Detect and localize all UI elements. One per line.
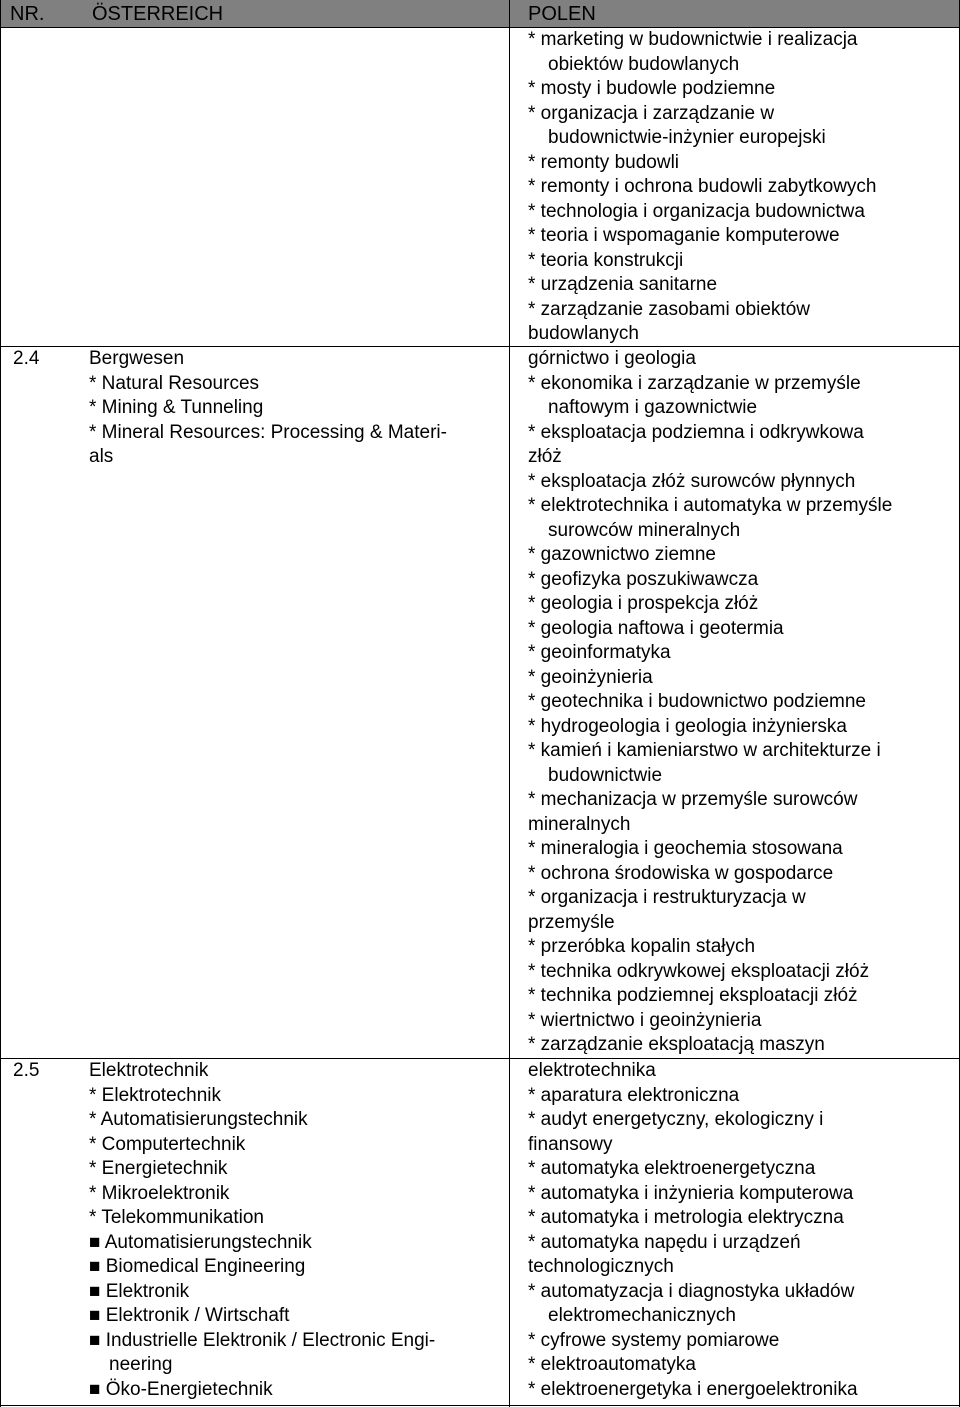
- poland-line: * mechanizacja w przemyśle surowców: [528, 789, 858, 810]
- poland-line: * eksploatacja podziemna i odkrywkowa: [528, 421, 864, 443]
- table-border-bottom: [0, 1405, 960, 1406]
- austria-line: neering: [109, 1354, 173, 1375]
- poland-line: górnictwo i geologia: [528, 348, 696, 369]
- austria-line: ■ Automatisierungstechnik: [89, 1231, 312, 1253]
- poland-line: * wiertnictwo i geoinżynieria: [528, 1009, 762, 1031]
- poland-line: przemyśle: [528, 911, 615, 933]
- poland-line: * gazownictwo ziemne: [528, 544, 716, 565]
- poland-line: * technika odkrywkowej eksploatacji złóż: [528, 960, 870, 982]
- austria-line: Elektrotechnik: [89, 1060, 209, 1081]
- header-nr: NR.: [10, 3, 45, 25]
- poland-line: * zarządzanie eksploatacją maszyn: [528, 1034, 825, 1055]
- poland-line: naftowym i gazownictwie: [548, 397, 758, 418]
- poland-line: * przeróbka kopalin stałych: [528, 936, 756, 957]
- poland-line: * automatyka napędu i urządzeń: [528, 1231, 801, 1253]
- poland-line: * mosty i budowle podziemne: [528, 78, 776, 99]
- poland-line: * geotechnika i budownictwo podziemne: [528, 691, 866, 712]
- poland-line: złóż: [528, 446, 562, 467]
- poland-line: * teoria i wspomaganie komputerowe: [528, 225, 840, 246]
- table-border-left: [0, 0, 1, 1407]
- poland-line: * audyt energetyczny, ekologiczny i: [528, 1109, 824, 1130]
- austria-line: * Energietechnik: [89, 1158, 228, 1179]
- header-austria: ÖSTERREICH: [92, 3, 224, 25]
- table-header: [0, 0, 960, 27]
- austria-line: * Telekommunikation: [89, 1207, 264, 1228]
- austria-line: ■ Elektronik / Wirtschaft: [89, 1305, 290, 1326]
- poland-line: * automatyzacja i diagnostyka układów: [528, 1280, 855, 1302]
- austria-line: * Mikroelektronik: [89, 1182, 230, 1204]
- poland-line: * elektrotechnika i automatyka w przemyśle: [528, 495, 893, 516]
- austria-line: * Elektrotechnik: [89, 1084, 222, 1106]
- austria-line: ■ Industrielle Elektronik / Electronic Engi-: [89, 1329, 436, 1351]
- header-poland: POLEN: [528, 3, 596, 25]
- poland-line: budownictwie: [548, 764, 663, 786]
- column-divider: [509, 0, 510, 1407]
- row-number: 2.4: [13, 348, 40, 369]
- poland-line: * organizacja i zarządzanie w: [528, 102, 775, 124]
- poland-line: * ekonomika i zarządzanie w przemyśle: [528, 372, 861, 394]
- poland-line: * automatyka i inżynieria komputerowa: [528, 1182, 854, 1204]
- poland-line: obiektów budowlanych: [548, 53, 740, 75]
- row-number: 2.5: [13, 1060, 40, 1081]
- poland-line: * automatyka i metrologia elektryczna: [528, 1207, 844, 1228]
- poland-line: * organizacja i restrukturyzacja w: [528, 887, 806, 908]
- poland-line: * aparatura elektroniczna: [528, 1084, 740, 1106]
- austria-line: * Mineral Resources: Processing & Materi-: [89, 421, 447, 443]
- austria-line: * Mining & Tunneling: [89, 397, 264, 418]
- poland-line: * elektroenergetyka i energoelektronika: [528, 1378, 858, 1400]
- poland-line: * zarządzanie zasobami obiektów: [528, 298, 810, 320]
- poland-line: * remonty budowli: [528, 151, 680, 173]
- poland-line: surowców mineralnych: [548, 519, 741, 541]
- poland-line: elektrotechnika: [528, 1060, 656, 1081]
- poland-line: * technika podziemnej eksploatacji złóż: [528, 985, 858, 1006]
- poland-line: * marketing w budownictwie i realizacja: [528, 29, 858, 50]
- poland-line: * hydrogeologia i geologia inżynierska: [528, 715, 847, 737]
- poland-line: * cyfrowe systemy pomiarowe: [528, 1329, 780, 1351]
- austria-line: * Automatisierungstechnik: [89, 1109, 308, 1130]
- poland-line: * automatyka elektroenergetyczna: [528, 1158, 816, 1179]
- austria-line: als: [89, 446, 114, 467]
- poland-line: * teoria konstrukcji: [528, 249, 684, 271]
- poland-line: * technologia i organizacja budownictwa: [528, 200, 865, 222]
- poland-line: * urządzenia sanitarne: [528, 274, 718, 295]
- poland-line: * geofizyka poszukiwawcza: [528, 568, 759, 590]
- austria-line: * Computertechnik: [89, 1133, 246, 1155]
- poland-line: * kamień i kamieniarstwo w architekturze i: [528, 740, 881, 761]
- poland-line: * ochrona środowiska w gospodarce: [528, 862, 834, 884]
- poland-line: budowlanych: [528, 323, 639, 344]
- austria-line: ■ Biomedical Engineering: [89, 1256, 306, 1277]
- austria-line: ■ Elektronik: [89, 1280, 190, 1302]
- austria-line: Bergwesen: [89, 348, 185, 369]
- austria-line: ■ Öko-Energietechnik: [89, 1378, 273, 1400]
- poland-line: technologicznych: [528, 1256, 674, 1277]
- poland-line: * remonty i ochrona budowli zabytkowych: [528, 176, 877, 197]
- poland-line: * elektroautomatyka: [528, 1354, 696, 1375]
- poland-line: * eksploatacja złóż surowców płynnych: [528, 470, 856, 492]
- poland-line: * geologia naftowa i geotermia: [528, 617, 784, 639]
- poland-line: * geoinżynieria: [528, 666, 653, 688]
- poland-line: finansowy: [528, 1133, 613, 1155]
- poland-line: * geologia i prospekcja złóż: [528, 593, 759, 614]
- poland-line: budownictwie-inżynier europejski: [548, 127, 826, 148]
- poland-line: * geoinformatyka: [528, 642, 671, 663]
- austria-line: * Natural Resources: [89, 372, 260, 394]
- poland-line: * mineralogia i geochemia stosowana: [528, 838, 843, 859]
- poland-line: elektromechanicznych: [548, 1305, 736, 1326]
- poland-line: mineralnych: [528, 813, 631, 835]
